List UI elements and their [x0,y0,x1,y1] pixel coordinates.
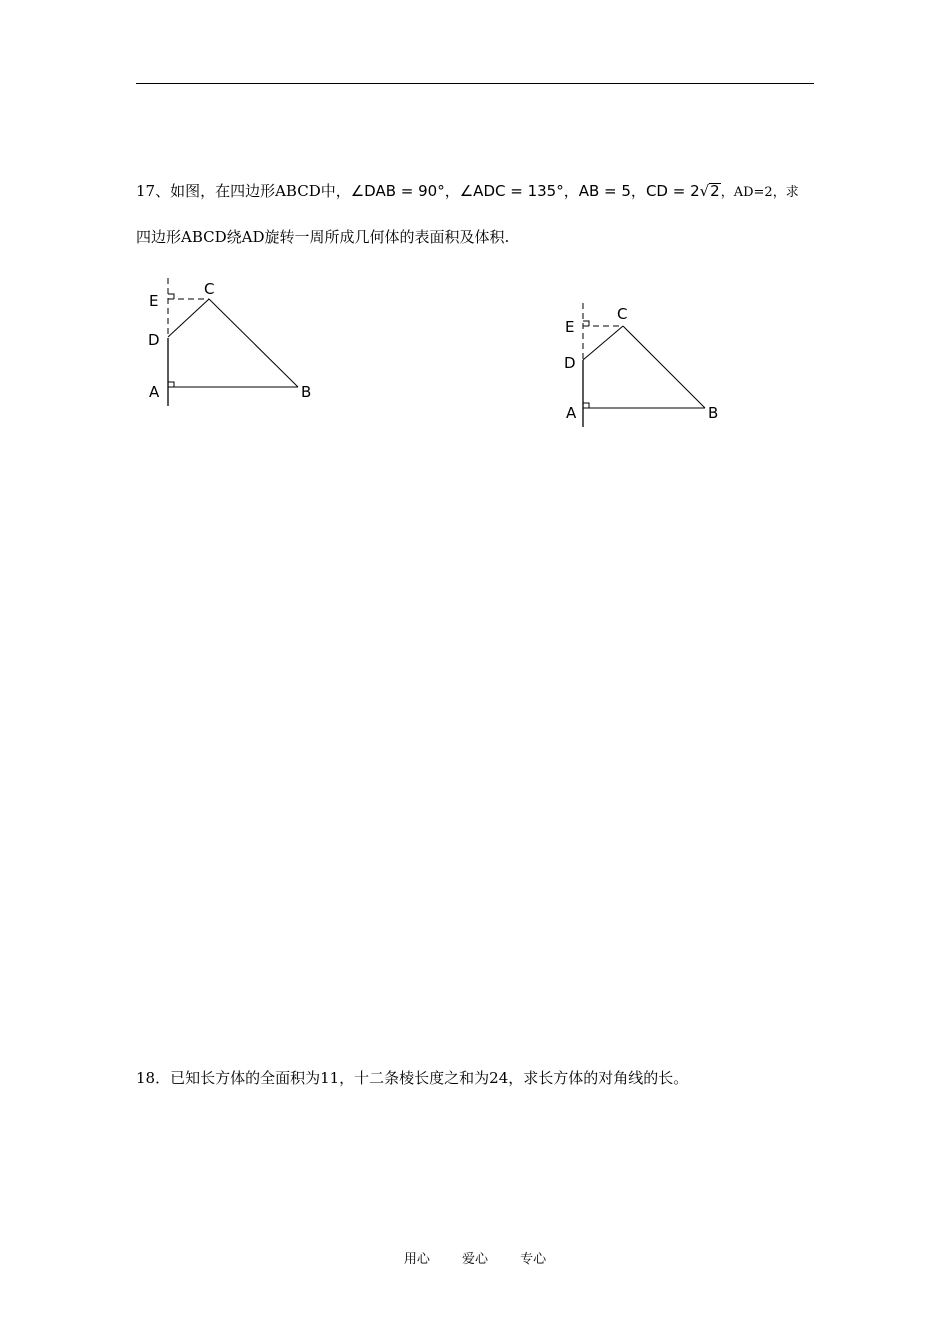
label-b: B [708,404,719,422]
header-rule [136,83,814,84]
q17-sep-1: ， [444,182,460,200]
segment-cb [623,326,705,408]
right-angle-mark-a [168,382,174,387]
label-b: B [301,383,312,401]
label-e: E [565,318,575,336]
label-d: D [564,354,576,372]
label-c: C [617,305,628,323]
sqrt-sign: √ [699,182,710,200]
quadrilateral-figure-right [555,295,745,435]
length-ab: AB = 5 [578,182,631,200]
angle-dab: ∠DAB = 90° [350,182,445,200]
segment-dc [168,299,209,337]
q17-sep-3: ， [630,182,646,200]
angle-adc: ∠ADC = 135° [459,182,564,200]
cd-prefix: CD = 2 [645,182,700,200]
segment-dc [583,326,623,360]
label-a: A [566,404,577,422]
length-cd [646,182,721,200]
label-e: E [149,292,159,310]
footer-item: 专心 [520,1252,547,1267]
q17-ad-text: ，AD=2，求 [720,185,799,200]
page-footer [0,1248,950,1267]
q17-sep-2: ， [563,182,579,200]
label-c: C [204,280,215,298]
right-angle-mark-e [583,321,589,326]
label-d: D [148,331,160,349]
segment-cb [209,299,298,387]
question-17-line-2: 四边形ABCD绕AD旋转一周所成几何体的表面积及体积. [136,228,510,246]
right-angle-mark-e [168,294,174,299]
right-angle-mark-a [583,403,589,408]
q17-prefix: 17、如图，在四边形ABCD中， [136,182,351,200]
question-18: 18．已知长方体的全面积为11，十二条棱长度之和为24，求长方体的对角线的长。 [136,1069,689,1087]
footer-item: 爱心 [461,1252,488,1267]
cd-radicand: 2 [710,182,720,200]
label-a: A [149,383,160,401]
quadrilateral-figure-left [140,270,330,415]
footer-item: 用心 [403,1252,430,1267]
question-17-line-1 [136,180,799,201]
